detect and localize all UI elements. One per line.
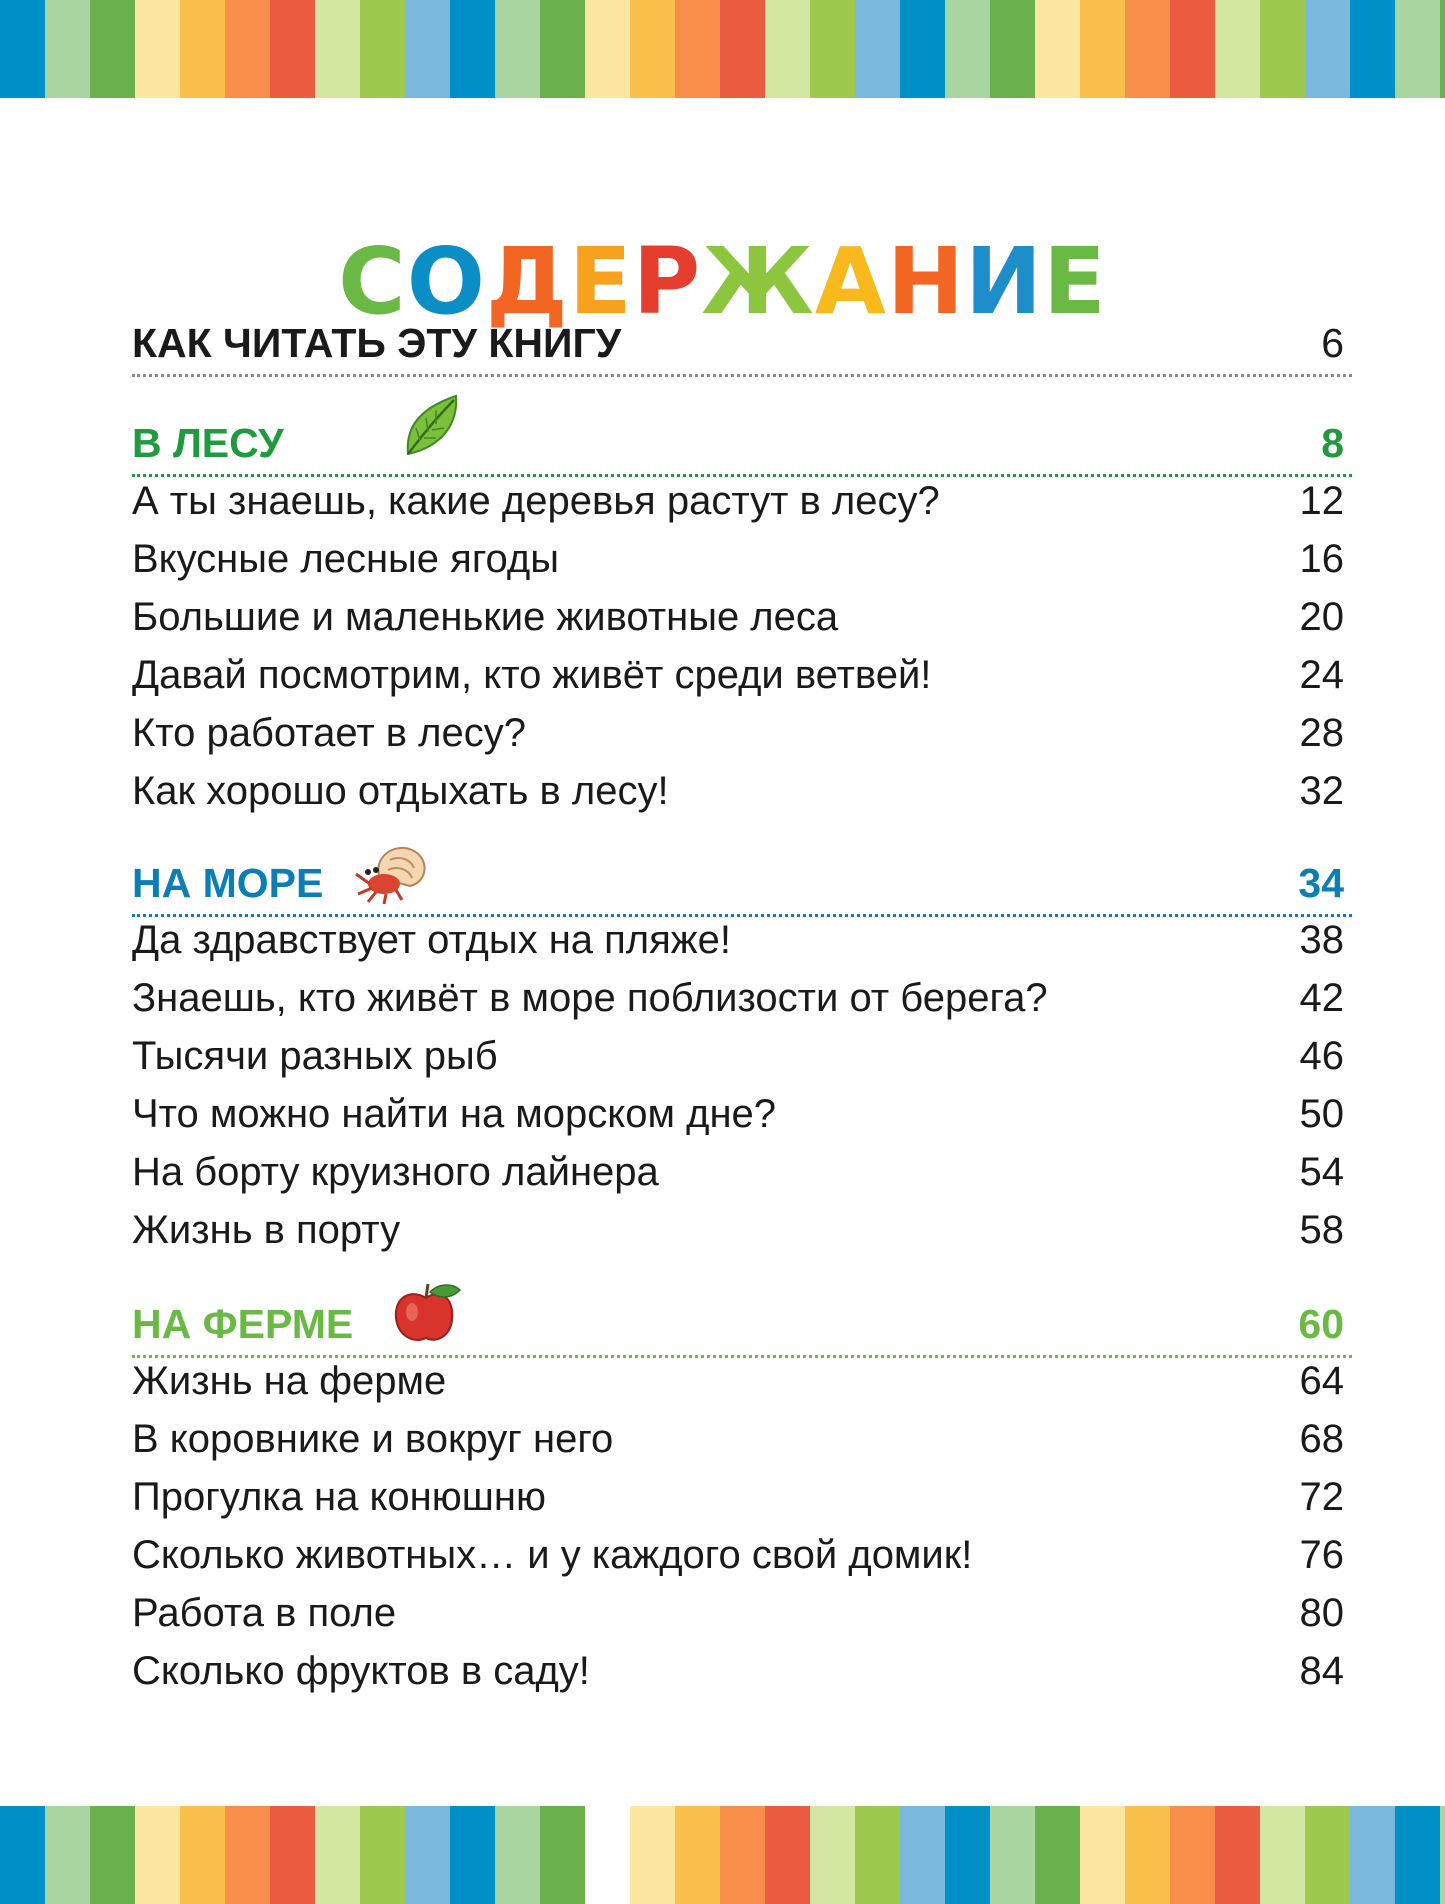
table-of-contents xyxy=(132,0,1352,1904)
toc-entry[interactable] xyxy=(132,1410,1352,1468)
title-letter: Е xyxy=(568,227,633,335)
toc-page-number: 34 xyxy=(1298,860,1344,906)
stripe xyxy=(1395,1806,1440,1904)
toc-entry-label: Знаешь, кто живёт в море поблизости от берега? xyxy=(132,976,1048,1020)
stripe xyxy=(1440,0,1445,98)
toc-entry[interactable] xyxy=(132,1201,1352,1259)
toc-entry[interactable] xyxy=(132,472,1352,530)
toc-entry-label: Прогулка на конюшню xyxy=(132,1475,546,1519)
toc-entry[interactable] xyxy=(132,1526,1352,1584)
title-letter: А xyxy=(814,227,887,335)
toc-page-number: 8 xyxy=(1321,420,1344,466)
stripe xyxy=(1305,1806,1350,1904)
toc-entry[interactable] xyxy=(132,1468,1352,1526)
toc-page-number: 24 xyxy=(1299,653,1344,697)
toc-page-number: 38 xyxy=(1299,918,1344,962)
stripe xyxy=(810,1806,855,1904)
toc-entry-label: Сколько фруктов в саду! xyxy=(132,1649,590,1693)
toc-entry-label: Жизнь на ферме xyxy=(132,1359,447,1403)
apple-icon xyxy=(390,1280,464,1346)
toc-entry-label: Сколько животных… и у каждого свой домик! xyxy=(132,1533,973,1577)
toc-entry-label: А ты знаешь, какие деревья растут в лесу? xyxy=(132,479,940,523)
stripe xyxy=(1035,1806,1080,1904)
toc-entry-label: Вкусные лесные ягоды xyxy=(132,537,559,581)
toc-section-heading-forest[interactable] xyxy=(132,413,1352,473)
toc-intro-heading[interactable] xyxy=(132,313,1352,373)
toc-page-number: 54 xyxy=(1299,1150,1344,1194)
toc-page-number: 42 xyxy=(1299,976,1344,1020)
toc-page-number: 58 xyxy=(1299,1208,1344,1252)
toc-entry-label: Как хорошо отдыхать в лесу! xyxy=(132,769,669,813)
stripe xyxy=(1125,1806,1170,1904)
stripe xyxy=(225,1806,270,1904)
toc-page-number: 12 xyxy=(1299,479,1344,523)
toc-page-number: 76 xyxy=(1299,1533,1344,1577)
toc-entry[interactable] xyxy=(132,530,1352,588)
title-letter: Д xyxy=(485,227,569,335)
stripe xyxy=(135,1806,180,1904)
toc-entry-label: Жизнь в порту xyxy=(132,1208,401,1252)
toc-page-number: 20 xyxy=(1299,595,1344,639)
stripe xyxy=(765,1806,810,1904)
stripe xyxy=(1350,1806,1395,1904)
toc-entry[interactable] xyxy=(132,911,1352,969)
title-letter: Ж xyxy=(701,227,815,335)
toc-page-number: 72 xyxy=(1299,1475,1344,1519)
bottom-stripe-band xyxy=(0,1806,1445,1904)
toc-page-number: 80 xyxy=(1299,1591,1344,1635)
stripe-gap xyxy=(585,1806,630,1904)
toc-page-number: 46 xyxy=(1299,1034,1344,1078)
toc-page-number: 16 xyxy=(1299,537,1344,581)
stripe xyxy=(0,0,45,98)
title-letter: С xyxy=(338,227,407,335)
toc-page-number: 6 xyxy=(1321,320,1344,366)
stripe xyxy=(180,1806,225,1904)
toc-section-heading-farm[interactable] xyxy=(132,1294,1352,1354)
stripe xyxy=(45,0,90,98)
toc-entry[interactable] xyxy=(132,1027,1352,1085)
toc-entry[interactable] xyxy=(132,704,1352,762)
title-letter: Е xyxy=(1042,227,1107,335)
stripe xyxy=(945,1806,990,1904)
leaf-icon xyxy=(400,392,462,458)
toc-entry-label: Работа в поле xyxy=(132,1591,397,1635)
toc-entry[interactable] xyxy=(132,588,1352,646)
stripe xyxy=(630,1806,675,1904)
toc-entry[interactable] xyxy=(132,1143,1352,1201)
toc-entry-label: Что можно найти на морском дне? xyxy=(132,1092,777,1136)
hermit-crab-icon xyxy=(350,838,442,904)
stripe xyxy=(900,1806,945,1904)
stripe xyxy=(540,1806,585,1904)
toc-section-heading-sea[interactable] xyxy=(132,853,1352,913)
title-letter: О xyxy=(406,227,486,335)
toc-entry-label: На борту круизного лайнера xyxy=(132,1150,659,1194)
stripe xyxy=(0,1806,45,1904)
toc-page-number: 60 xyxy=(1298,1301,1344,1347)
stripe xyxy=(1440,1806,1445,1904)
stripe xyxy=(90,0,135,98)
toc-entry[interactable] xyxy=(132,1352,1352,1410)
stripe xyxy=(405,1806,450,1904)
stripe xyxy=(45,1806,90,1904)
stripe xyxy=(720,1806,765,1904)
title-letter: Р xyxy=(632,227,702,335)
stripe xyxy=(315,1806,360,1904)
title-letter: Н xyxy=(886,227,965,335)
toc-entry[interactable] xyxy=(132,762,1352,820)
toc-entry-label: Большие и маленькие животные леса xyxy=(132,595,839,639)
toc-page-number: 84 xyxy=(1299,1649,1344,1693)
stripe xyxy=(450,1806,495,1904)
stripe xyxy=(990,1806,1035,1904)
toc-entry-label: В коровнике и вокруг него xyxy=(132,1417,614,1461)
toc-entry[interactable] xyxy=(132,1085,1352,1143)
stripe xyxy=(675,1806,720,1904)
toc-entry[interactable] xyxy=(132,1642,1352,1700)
toc-heading-label: КАК ЧИТАТЬ ЭТУ КНИГУ xyxy=(132,320,622,366)
toc-entry[interactable] xyxy=(132,969,1352,1027)
stripe xyxy=(360,1806,405,1904)
stripe xyxy=(1080,1806,1125,1904)
stripe xyxy=(1260,1806,1305,1904)
stripe xyxy=(495,1806,540,1904)
toc-heading-label: НА ФЕРМЕ xyxy=(132,1301,354,1347)
stripe xyxy=(270,1806,315,1904)
stripe xyxy=(1215,1806,1260,1904)
toc-page-number: 28 xyxy=(1299,711,1344,755)
toc-page-number: 64 xyxy=(1299,1359,1344,1403)
stripe xyxy=(1395,0,1440,98)
title-letter: И xyxy=(964,227,1043,335)
toc-entry[interactable] xyxy=(132,1584,1352,1642)
toc-entry[interactable] xyxy=(132,646,1352,704)
stripe xyxy=(1350,0,1395,98)
toc-page-number: 32 xyxy=(1299,769,1344,813)
toc-page-number: 50 xyxy=(1299,1092,1344,1136)
stripe xyxy=(1170,1806,1215,1904)
toc-entry-label: Давай посмотрим, кто живёт среди ветвей! xyxy=(132,653,932,697)
toc-entry-label: Кто работает в лесу? xyxy=(132,711,526,755)
toc-page-number: 68 xyxy=(1299,1417,1344,1461)
toc-heading-label: НА МОРЕ xyxy=(132,860,324,906)
toc-entry-label: Да здравствует отдых на пляже! xyxy=(132,918,731,962)
toc-entry-label: Тысячи разных рыб xyxy=(132,1034,498,1078)
stripe xyxy=(855,1806,900,1904)
toc-heading-label: В ЛЕСУ xyxy=(132,420,284,466)
stripe xyxy=(90,1806,135,1904)
